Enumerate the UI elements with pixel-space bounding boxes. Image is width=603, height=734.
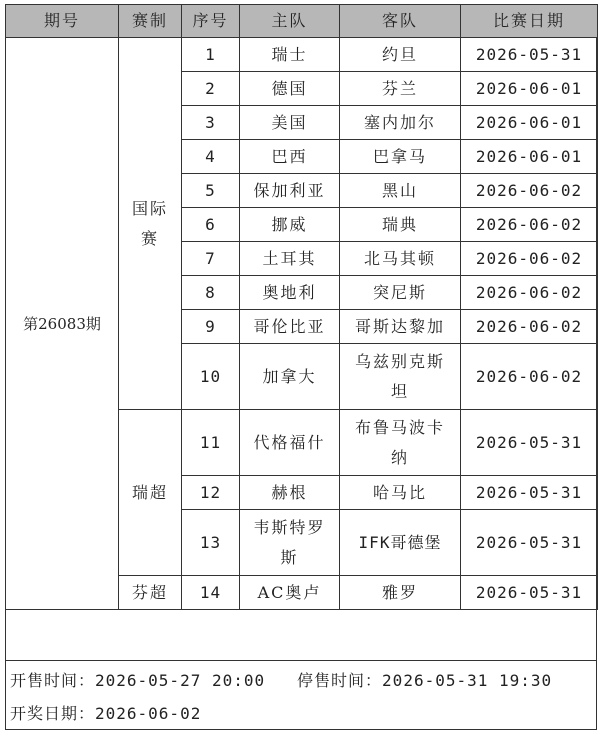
row-no: 10	[182, 344, 240, 410]
row-home: 巴西	[240, 140, 340, 174]
row-home: 保加利亚	[240, 174, 340, 208]
row-date: 2026-06-02	[461, 310, 598, 344]
away-line1: 布鲁马波卡	[354, 417, 445, 437]
header-period: 期号	[6, 5, 119, 38]
sale-start: 开售时间：2026-05-27 20:00	[10, 671, 266, 690]
row-away: 巴拿马	[340, 140, 461, 174]
row-away: 瑞典	[340, 208, 461, 242]
sale-times	[10, 668, 552, 691]
row-no: 12	[182, 476, 240, 510]
header-row	[6, 5, 598, 38]
row-home: 哥伦比亚	[240, 310, 340, 344]
row-no: 5	[182, 174, 240, 208]
row-no: 11	[182, 410, 240, 476]
row-no: 2	[182, 72, 240, 106]
row-home: AC奥卢	[240, 576, 340, 610]
header-away: 客队	[340, 5, 461, 38]
row-no: 7	[182, 242, 240, 276]
row-home: 德国	[240, 72, 340, 106]
period-cell: 第26083期	[6, 38, 119, 610]
row-date: 2026-06-02	[461, 344, 598, 410]
row-away: IFK哥德堡	[340, 510, 461, 576]
header-date: 比赛日期	[461, 5, 598, 38]
row-away: 突尼斯	[340, 276, 461, 310]
away-line2: 纳	[390, 447, 409, 467]
row-date: 2026-05-31	[461, 38, 598, 72]
group-label-line2: 赛	[140, 228, 159, 248]
row-no: 6	[182, 208, 240, 242]
row-date: 2026-06-02	[461, 276, 598, 310]
row-away: 塞内加尔	[340, 106, 461, 140]
row-home: 土耳其	[240, 242, 340, 276]
draw-date: 开奖日期：2026-06-02	[10, 704, 202, 723]
row-home: 加拿大	[240, 344, 340, 410]
home-line1: 韦斯特罗	[253, 517, 326, 537]
row-home: 奥地利	[240, 276, 340, 310]
row-home: 美国	[240, 106, 340, 140]
home-line2: 斯	[280, 547, 299, 567]
row-no: 3	[182, 106, 240, 140]
group-label-line1: 国际	[131, 198, 168, 218]
header-home: 主队	[240, 5, 340, 38]
table-row	[6, 38, 598, 72]
row-away: 哥斯达黎加	[340, 310, 461, 344]
row-no: 14	[182, 576, 240, 610]
row-away: 黑山	[340, 174, 461, 208]
group-veikkausliiga: 芬超	[119, 576, 182, 610]
row-date: 2026-06-01	[461, 106, 598, 140]
row-date: 2026-06-01	[461, 72, 598, 106]
row-date: 2026-05-31	[461, 510, 598, 576]
row-home: 代格福什	[240, 410, 340, 476]
row-no: 8	[182, 276, 240, 310]
row-date: 2026-06-01	[461, 140, 598, 174]
row-away: 雅罗	[340, 576, 461, 610]
sale-stop: 停售时间：2026-05-31 19:30	[297, 671, 553, 690]
row-home: 瑞士	[240, 38, 340, 72]
row-away: 哈马比	[340, 476, 461, 510]
row-away: 芬兰	[340, 72, 461, 106]
row-date: 2026-06-02	[461, 208, 598, 242]
row-date: 2026-05-31	[461, 410, 598, 476]
blank-row	[5, 614, 597, 661]
row-no: 1	[182, 38, 240, 72]
row-date: 2026-05-31	[461, 576, 598, 610]
away-line1: 乌兹别克斯	[354, 351, 445, 371]
row-home	[240, 510, 340, 576]
row-no: 9	[182, 310, 240, 344]
row-away: 北马其顿	[340, 242, 461, 276]
row-date: 2026-06-02	[461, 174, 598, 208]
row-no: 13	[182, 510, 240, 576]
row-home: 赫根	[240, 476, 340, 510]
group-allsvenskan: 瑞超	[119, 410, 182, 576]
match-table	[5, 4, 598, 610]
row-away	[340, 344, 461, 410]
row-home: 挪威	[240, 208, 340, 242]
row-date: 2026-06-02	[461, 242, 598, 276]
row-away	[340, 410, 461, 476]
away-line2: 坦	[390, 381, 409, 401]
row-date: 2026-05-31	[461, 476, 598, 510]
header-number: 序号	[182, 5, 240, 38]
row-away: 约旦	[340, 38, 461, 72]
row-no: 4	[182, 140, 240, 174]
group-international	[119, 38, 182, 410]
header-format: 赛制	[119, 5, 182, 38]
